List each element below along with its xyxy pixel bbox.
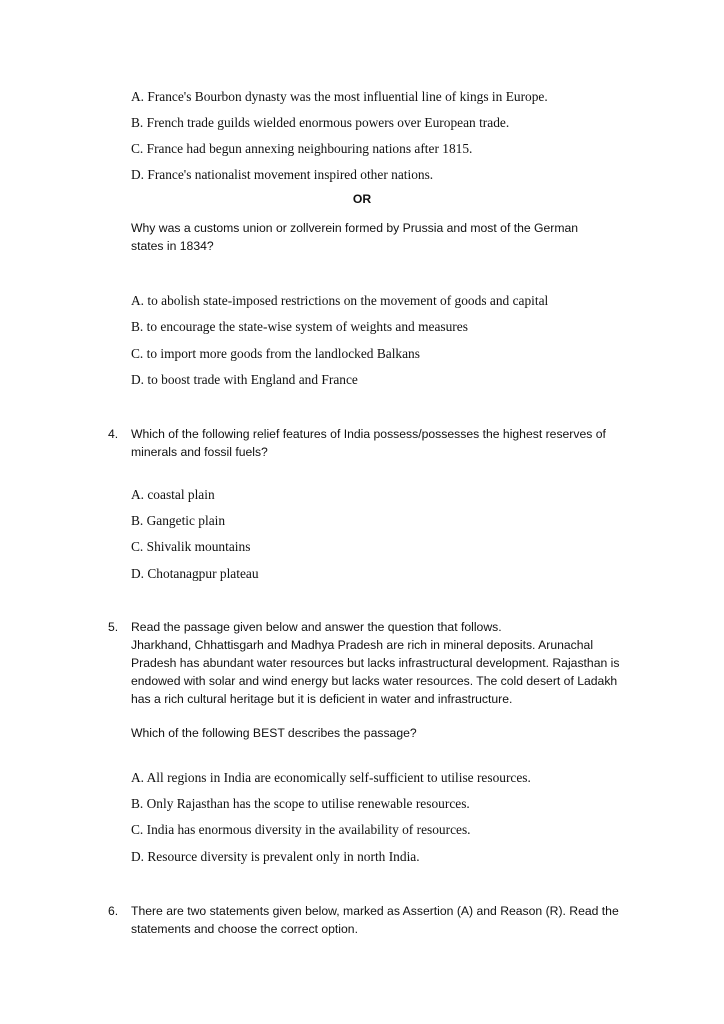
- q3-option-b: B. French trade guilds wielded enormous powers over European trade.: [131, 115, 510, 130]
- q5-line1: Read the passage given below and answer the question that follows.: [131, 620, 502, 634]
- q5-option-b: B. Only Rajasthan has the scope to utilise renewable resources.: [131, 796, 470, 811]
- q3-alt-question-line2: states in 1834?: [131, 239, 214, 253]
- q3-alt-option-b: B. to encourage the state-wise system of weights and measures: [131, 319, 468, 334]
- q5-option-c: C. India has enormous diversity in the availability of resources.: [131, 822, 471, 837]
- q5-option-a: A. All regions in India are economically self-sufficient to utilise resources.: [131, 770, 531, 785]
- or-separator: OR: [352, 192, 372, 206]
- q5-passage-line2: Pradesh has abundant water resources but lacks infrastructural development. Rajasthan is: [131, 656, 620, 670]
- q6-line1: There are two statements given below, marked as Assertion (A) and Reason (R). Read the: [131, 904, 619, 918]
- q4-question-line1: Which of the following relief features of India possess/possesses the highest reserves of: [131, 427, 606, 441]
- q3-alt-question-line1: Why was a customs union or zollverein formed by Prussia and most of the German: [131, 221, 579, 235]
- q4-option-c: C. Shivalik mountains: [131, 539, 251, 554]
- q5-prompt: Which of the following BEST describes the passage?: [131, 726, 417, 740]
- q5-passage-line1: Jharkhand, Chhattisgarh and Madhya Pradesh are rich in mineral deposits. Arunachal: [131, 638, 594, 652]
- q3-option-a: A. France's Bourbon dynasty was the most influential line of kings in Europe.: [131, 89, 548, 104]
- q6-line2: statements and choose the correct option.: [131, 922, 358, 936]
- q5-passage-line3: endowed with solar and wind energy but lacks water resources. The cold desert of Ladakh: [131, 674, 618, 688]
- q5-passage-line4: has a rich cultural heritage but it is deficient in water and infrastructure.: [131, 692, 513, 706]
- q4-option-a: A. coastal plain: [131, 487, 215, 502]
- q3-alt-option-d: D. to boost trade with England and France: [131, 372, 358, 387]
- q4-number: 4.: [108, 427, 119, 441]
- q3-alt-option-c: C. to import more goods from the landlocked Balkans: [131, 346, 420, 361]
- q5-number: 5.: [108, 620, 119, 634]
- q6-number: 6.: [108, 904, 119, 918]
- q3-alt-option-a: A. to abolish state-imposed restrictions on the movement of goods and capital: [131, 293, 549, 308]
- q3-option-d: D. France's nationalist movement inspired other nations.: [131, 167, 434, 182]
- q4-option-d: D. Chotanagpur plateau: [131, 566, 259, 581]
- q5-option-d: D. Resource diversity is prevalent only in north India.: [131, 849, 420, 864]
- q3-option-c: C. France had begun annexing neighbouring nations after 1815.: [131, 141, 473, 156]
- q4-question-line2: minerals and fossil fuels?: [131, 445, 268, 459]
- q4-option-b: B. Gangetic plain: [131, 513, 226, 528]
